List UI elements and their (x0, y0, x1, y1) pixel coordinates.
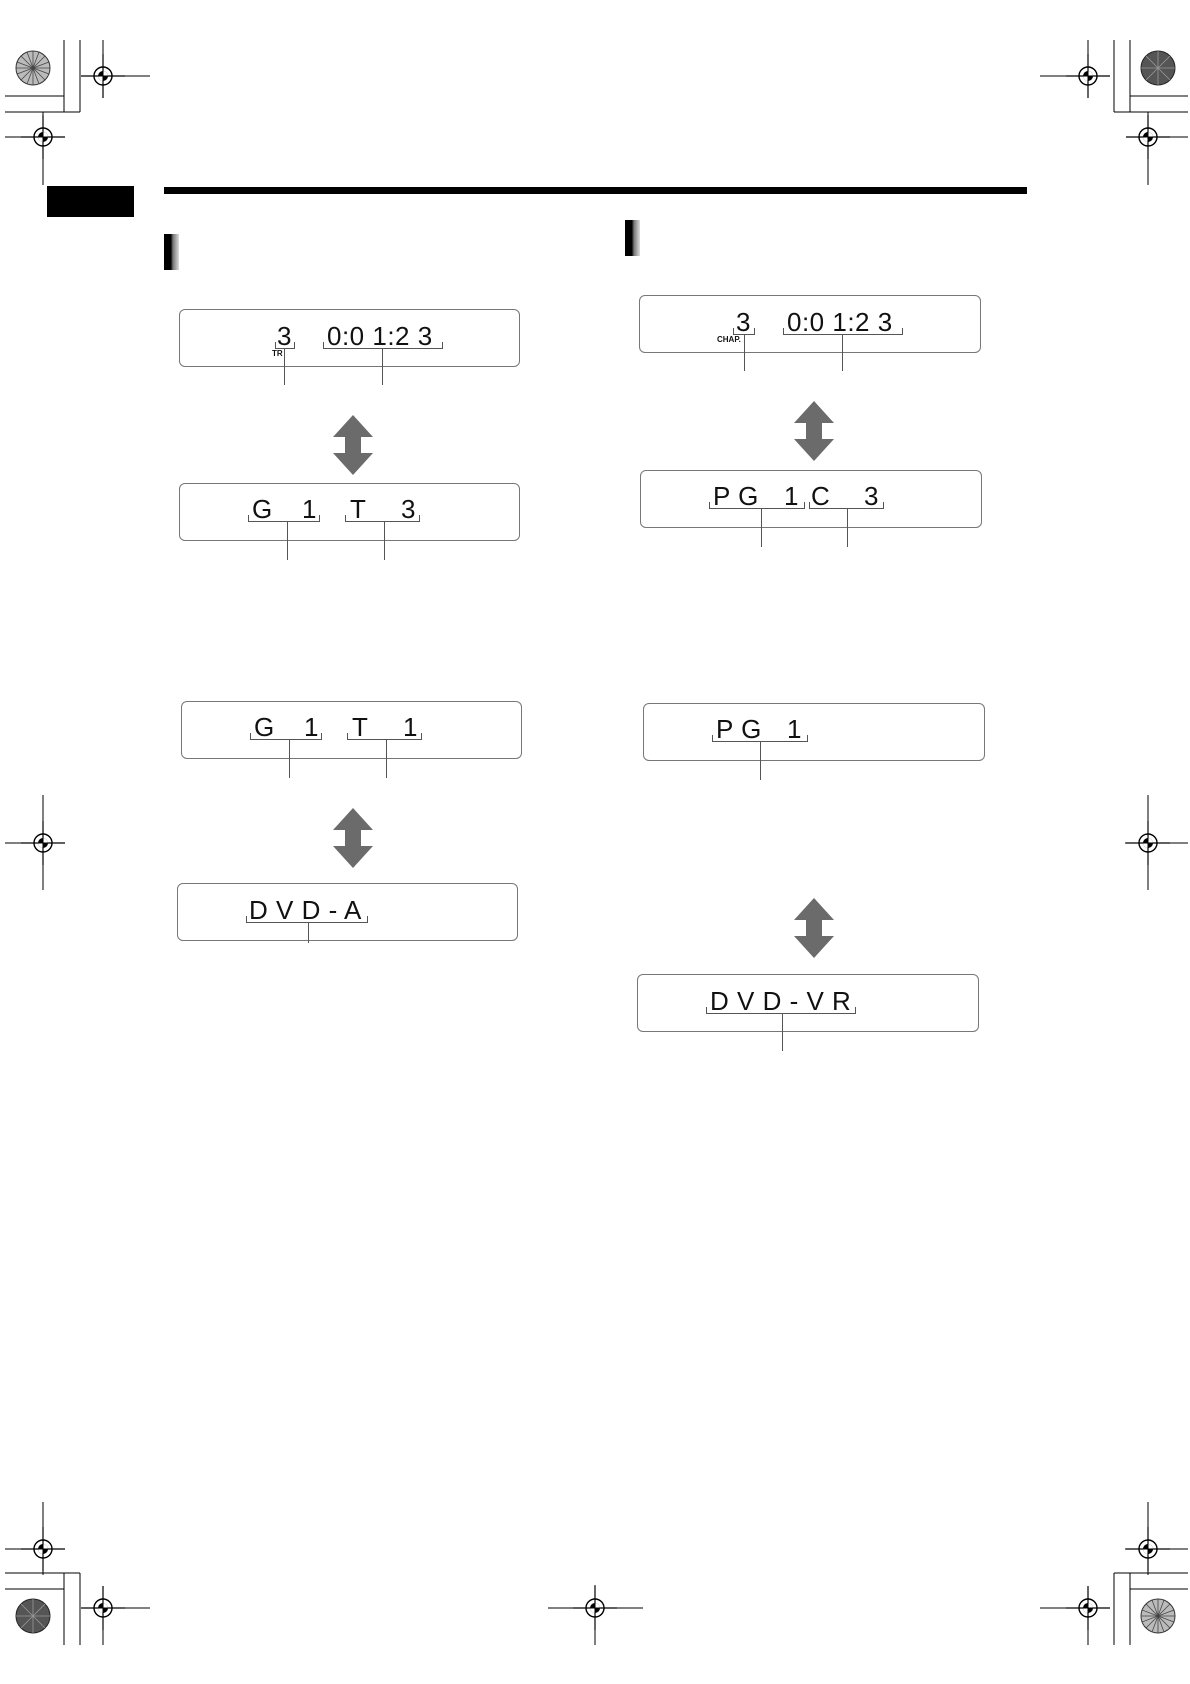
chapter-icon: CHAP. (717, 335, 741, 344)
track-letter: T (352, 712, 369, 742)
page-tab (47, 186, 134, 217)
leader-line (384, 522, 385, 560)
leader-line (284, 349, 285, 385)
track-number: 1 (403, 712, 418, 742)
group-number: 1 (304, 712, 319, 742)
bracket (733, 328, 755, 335)
double-arrow-icon (333, 415, 373, 475)
leader-line (760, 742, 761, 780)
track-number: 3 (277, 321, 292, 351)
bracket (250, 733, 322, 740)
bracket (345, 515, 420, 522)
leader-line (842, 335, 843, 371)
bracket (246, 916, 368, 923)
starburst-icon (1141, 51, 1175, 85)
bracket (248, 515, 320, 522)
display-panel-track-time (179, 309, 520, 367)
display-panel-group-track (179, 483, 520, 541)
leader-line (782, 1014, 783, 1051)
track-number: 3 (401, 494, 416, 524)
display-panel-group-track (181, 701, 522, 759)
leader-line (287, 522, 288, 560)
program-number: 1 (784, 481, 799, 511)
chapter-number: 3 (864, 481, 879, 511)
starburst-icon (16, 1599, 50, 1633)
bracket (275, 342, 295, 349)
program-label: P G (716, 714, 762, 744)
bracket (706, 1007, 856, 1014)
double-arrow-icon (794, 898, 834, 958)
track-letter: T (350, 494, 367, 524)
bracket (712, 735, 808, 742)
header-rule (164, 187, 1027, 194)
leader-line (308, 923, 309, 943)
display-panel-disc-type (177, 883, 518, 941)
group-letter: G (254, 712, 275, 742)
display-panel-disc-type (637, 974, 979, 1032)
section-marker-right (625, 220, 640, 256)
leader-line (744, 335, 745, 371)
bracket (709, 502, 805, 509)
group-letter: G (252, 494, 273, 524)
bracket (809, 502, 884, 509)
leader-line (847, 509, 848, 547)
leader-line (386, 740, 387, 778)
elapsed-time: 0:0 1:2 3 (787, 307, 893, 337)
section-marker-left (164, 234, 179, 270)
leader-line (761, 509, 762, 547)
track-icon: TR (272, 349, 283, 358)
leader-line (382, 349, 383, 385)
group-number: 1 (302, 494, 317, 524)
starburst-icon (16, 51, 50, 85)
display-panel-chapter-time (639, 295, 981, 353)
program-label: P G (713, 481, 759, 511)
starburst-icon (1141, 1599, 1175, 1633)
double-arrow-icon (794, 401, 834, 461)
bracket (347, 733, 422, 740)
chapter-letter: C (811, 481, 831, 511)
bracket (783, 328, 903, 335)
disc-type: D V D - A (249, 895, 362, 925)
disc-type: D V D - V R (710, 986, 852, 1016)
chapter-number: 3 (736, 307, 751, 337)
display-panel-program (643, 703, 985, 761)
double-arrow-icon (333, 808, 373, 868)
program-number: 1 (787, 714, 802, 744)
display-panel-program-chapter (640, 470, 982, 528)
elapsed-time: 0:0 1:2 3 (327, 321, 433, 351)
bracket (323, 342, 443, 349)
leader-line (289, 740, 290, 778)
